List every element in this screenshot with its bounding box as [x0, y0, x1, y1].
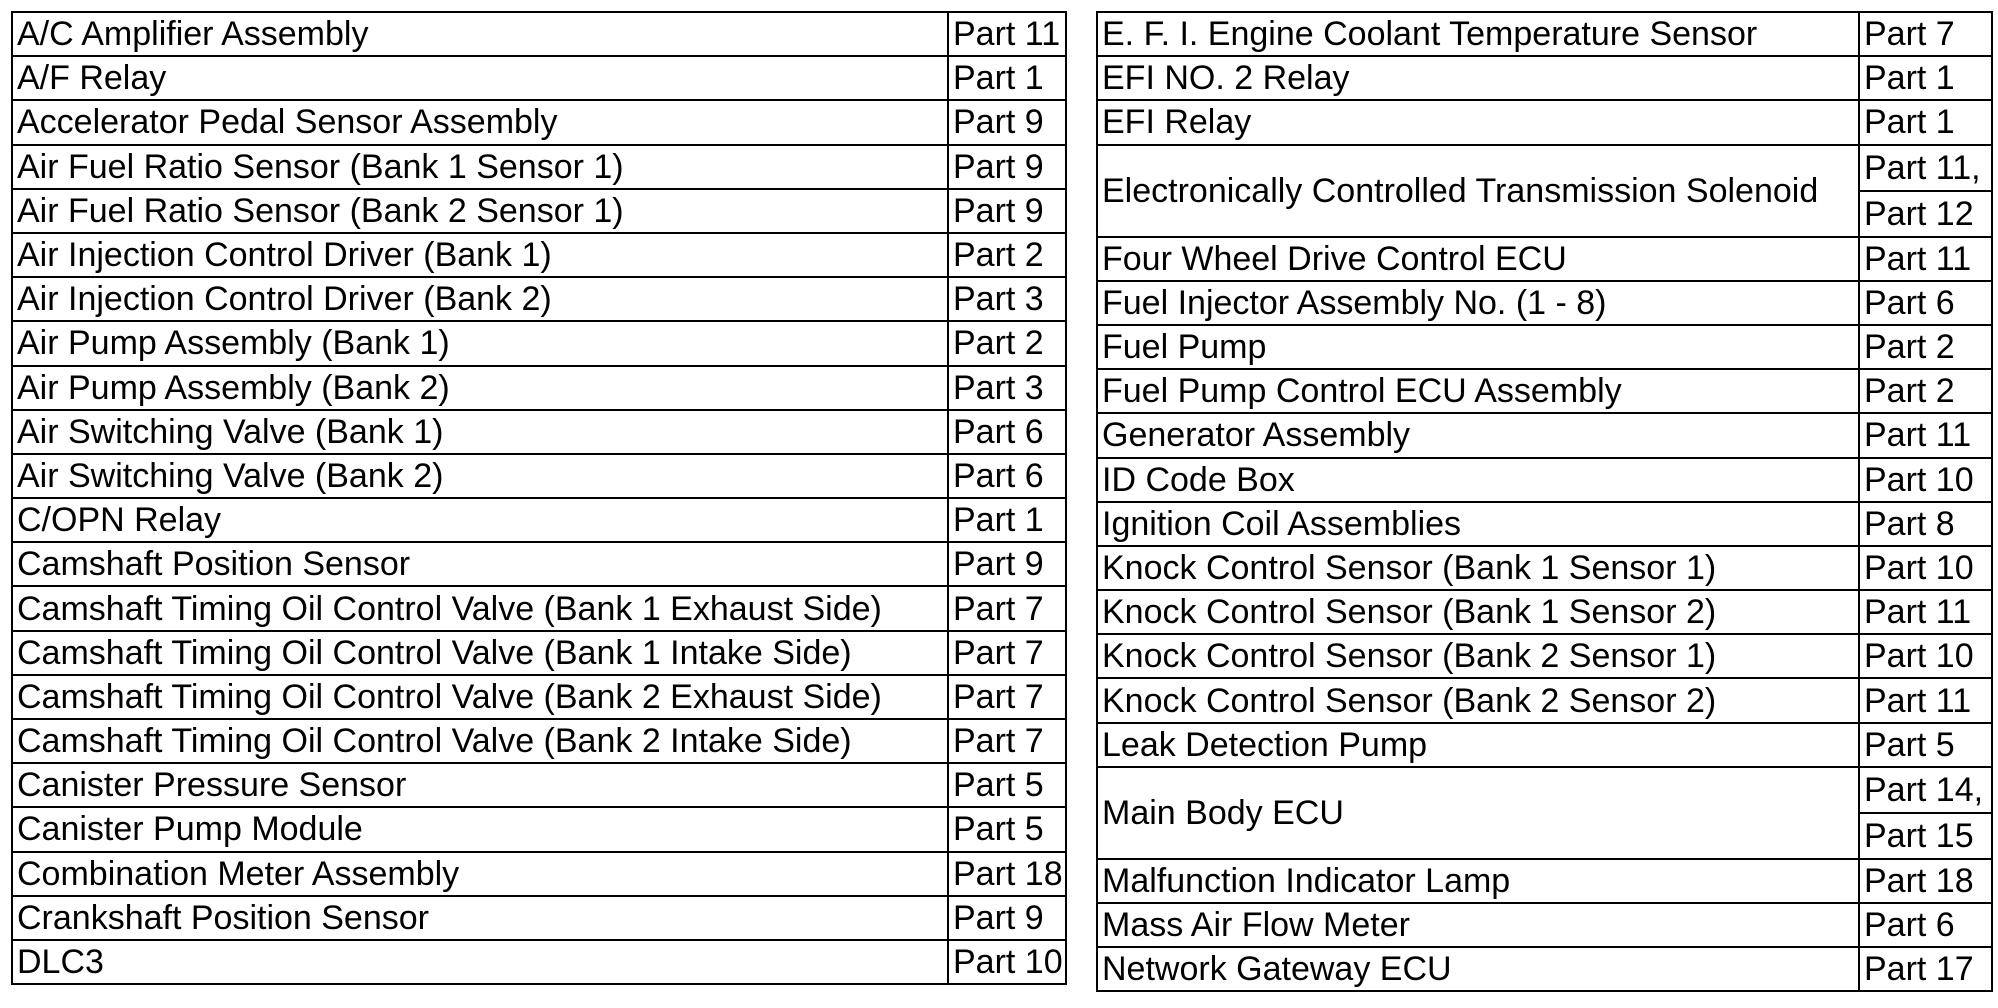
table-row: [1097, 634, 1992, 678]
component-name: Air Fuel Ratio Sensor (Bank 2 Sensor 1): [12, 189, 948, 233]
table-row: [1097, 145, 1992, 191]
part-reference: Part 1: [1859, 100, 1992, 144]
part-reference: Part 9: [948, 189, 1066, 233]
table-row: [1097, 903, 1992, 947]
component-name: Camshaft Timing Oil Control Valve (Bank 1 Intake Side): [12, 631, 948, 675]
component-name: Camshaft Timing Oil Control Valve (Bank 2 Intake Side): [12, 719, 948, 763]
component-name: Fuel Injector Assembly No. (1 - 8): [1097, 281, 1859, 325]
part-reference: Part 9: [948, 100, 1066, 144]
part-reference: Part 9: [948, 542, 1066, 586]
part-reference: Part 6: [948, 454, 1066, 498]
component-name: Canister Pressure Sensor: [12, 763, 948, 807]
table-row: [1097, 281, 1992, 325]
part-reference: Part 10: [1859, 458, 1992, 502]
table-row: [12, 277, 1066, 321]
table-row: [12, 454, 1066, 498]
component-name: A/F Relay: [12, 56, 948, 100]
part-reference: Part 14,: [1859, 767, 1992, 813]
part-reference: Part 10: [1859, 546, 1992, 590]
component-name: Air Pump Assembly (Bank 2): [12, 366, 948, 410]
part-reference: Part 1: [948, 498, 1066, 542]
component-index-table-left: [11, 11, 1067, 985]
table-row: [12, 763, 1066, 807]
component-name: Knock Control Sensor (Bank 1 Sensor 1): [1097, 546, 1859, 590]
table-row: [12, 807, 1066, 851]
part-reference: Part 7: [948, 675, 1066, 719]
part-reference: Part 5: [948, 807, 1066, 851]
table-row: [1097, 237, 1992, 281]
component-name: Knock Control Sensor (Bank 1 Sensor 2): [1097, 590, 1859, 634]
part-reference: Part 7: [948, 719, 1066, 763]
part-reference: Part 1: [1859, 56, 1992, 100]
table-row: [12, 56, 1066, 100]
part-reference: Part 11,: [1859, 145, 1992, 191]
component-name: Fuel Pump: [1097, 325, 1859, 369]
component-name: Knock Control Sensor (Bank 2 Sensor 2): [1097, 678, 1859, 722]
component-name: E. F. I. Engine Coolant Temperature Sensor: [1097, 12, 1859, 56]
part-reference: Part 9: [948, 896, 1066, 940]
part-reference: Part 7: [948, 631, 1066, 675]
component-name: A/C Amplifier Assembly: [12, 12, 948, 56]
part-reference: Part 6: [1859, 281, 1992, 325]
component-name: Network Gateway ECU: [1097, 947, 1859, 991]
part-reference: Part 2: [1859, 325, 1992, 369]
component-name: Accelerator Pedal Sensor Assembly: [12, 100, 948, 144]
component-name: Crankshaft Position Sensor: [12, 896, 948, 940]
component-name: EFI NO. 2 Relay: [1097, 56, 1859, 100]
part-reference: Part 3: [948, 277, 1066, 321]
part-reference: Part 11: [948, 12, 1066, 56]
part-reference: Part 15: [1859, 813, 1992, 859]
part-reference: Part 6: [948, 410, 1066, 454]
part-reference: Part 12: [1859, 191, 1992, 237]
table-row: [12, 852, 1066, 896]
component-name: Four Wheel Drive Control ECU: [1097, 237, 1859, 281]
component-name: Electronically Controlled Transmission Solenoid: [1097, 145, 1859, 237]
table-row: [1097, 369, 1992, 413]
component-name: Air Pump Assembly (Bank 1): [12, 321, 948, 365]
table-row: [12, 145, 1066, 189]
part-reference: Part 11: [1859, 678, 1992, 722]
table-row: [12, 410, 1066, 454]
component-name: Leak Detection Pump: [1097, 723, 1859, 767]
part-reference: Part 5: [948, 763, 1066, 807]
table-row: [1097, 12, 1992, 56]
table-row: [1097, 723, 1992, 767]
table-row: [12, 366, 1066, 410]
component-name: C/OPN Relay: [12, 498, 948, 542]
table-row: [12, 498, 1066, 542]
part-reference: Part 2: [948, 321, 1066, 365]
component-name: EFI Relay: [1097, 100, 1859, 144]
table-row: [12, 542, 1066, 586]
part-reference: Part 5: [1859, 723, 1992, 767]
table-row: [12, 896, 1066, 940]
table-row: [12, 189, 1066, 233]
table-row: [1097, 325, 1992, 369]
table-row: [1097, 678, 1992, 722]
component-name: Combination Meter Assembly: [12, 852, 948, 896]
table-row: [1097, 413, 1992, 457]
part-reference: Part 3: [948, 366, 1066, 410]
component-name: Air Injection Control Driver (Bank 2): [12, 277, 948, 321]
part-reference: Part 18: [1859, 859, 1992, 903]
part-reference: Part 6: [1859, 903, 1992, 947]
table-row: [1097, 100, 1992, 144]
component-name: Camshaft Timing Oil Control Valve (Bank 2 Exhaust Side): [12, 675, 948, 719]
component-name: Camshaft Timing Oil Control Valve (Bank 1 Exhaust Side): [12, 586, 948, 630]
table-row: [1097, 546, 1992, 590]
component-name: Air Injection Control Driver (Bank 1): [12, 233, 948, 277]
part-reference: Part 11: [1859, 590, 1992, 634]
part-reference: Part 8: [1859, 502, 1992, 546]
table-row: [12, 321, 1066, 365]
component-name: Air Switching Valve (Bank 2): [12, 454, 948, 498]
part-reference: Part 11: [1859, 413, 1992, 457]
part-reference: Part 2: [1859, 369, 1992, 413]
table-row: [1097, 767, 1992, 813]
component-name: Air Fuel Ratio Sensor (Bank 1 Sensor 1): [12, 145, 948, 189]
part-reference: Part 10: [1859, 634, 1992, 678]
component-name: Canister Pump Module: [12, 807, 948, 851]
table-row: [12, 675, 1066, 719]
part-reference: Part 18: [948, 852, 1066, 896]
component-index-table-right: [1096, 11, 1993, 992]
part-reference: Part 7: [1859, 12, 1992, 56]
table-row: [12, 719, 1066, 763]
part-reference: Part 17: [1859, 947, 1992, 991]
table-row: [12, 631, 1066, 675]
component-name: Generator Assembly: [1097, 413, 1859, 457]
component-name: DLC3: [12, 940, 948, 984]
table-row: [1097, 947, 1992, 991]
part-reference: Part 1: [948, 56, 1066, 100]
part-reference: Part 7: [948, 586, 1066, 630]
table-row: [12, 233, 1066, 277]
component-name: Knock Control Sensor (Bank 2 Sensor 1): [1097, 634, 1859, 678]
component-name: Air Switching Valve (Bank 1): [12, 410, 948, 454]
component-name: Malfunction Indicator Lamp: [1097, 859, 1859, 903]
part-reference: Part 11: [1859, 237, 1992, 281]
table-row: [12, 12, 1066, 56]
table-row: [1097, 458, 1992, 502]
part-reference: Part 9: [948, 145, 1066, 189]
component-name: Camshaft Position Sensor: [12, 542, 948, 586]
component-name: Mass Air Flow Meter: [1097, 903, 1859, 947]
part-reference: Part 2: [948, 233, 1066, 277]
component-name: Main Body ECU: [1097, 767, 1859, 859]
table-row: [1097, 56, 1992, 100]
component-name: Ignition Coil Assemblies: [1097, 502, 1859, 546]
table-row: [1097, 859, 1992, 903]
table-row: [12, 586, 1066, 630]
component-name: Fuel Pump Control ECU Assembly: [1097, 369, 1859, 413]
table-row: [1097, 502, 1992, 546]
component-name: ID Code Box: [1097, 458, 1859, 502]
table-row: [12, 940, 1066, 984]
table-row: [1097, 590, 1992, 634]
table-row: [12, 100, 1066, 144]
part-reference: Part 10: [948, 940, 1066, 984]
